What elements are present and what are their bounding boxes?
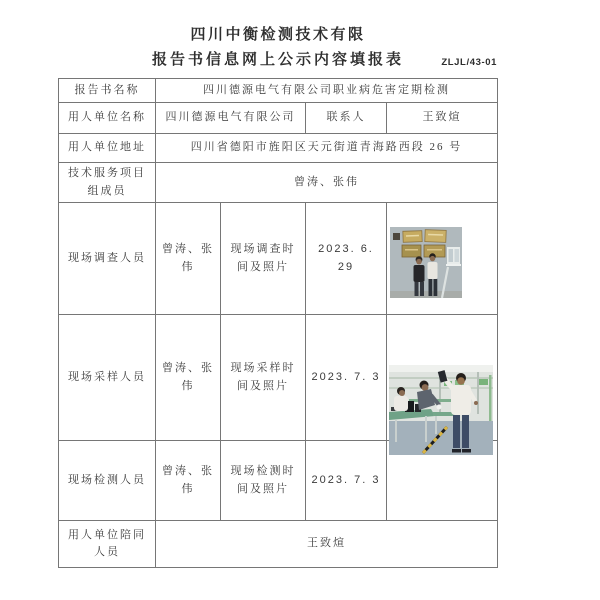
escort-value-cell: 王致煊 (156, 521, 498, 568)
employer-name-value-cell: 四川德源电气有限公司 (156, 103, 306, 134)
report-name-value-cell: 四川德源电气有限公司职业病危害定期检测 (156, 79, 498, 103)
survey-time-label-cell: 现场调查时间及照片 (221, 203, 306, 315)
site-sampling-photo (389, 365, 493, 455)
document-code: ZLJL/43-01 (441, 57, 497, 68)
sampling-date-cell: 2023. 7. 3 (306, 315, 387, 441)
testing-label-cell: 现场检测人员 (59, 441, 156, 521)
sampling-staff-cell: 曾涛、张伟 (156, 315, 221, 441)
page-title-line1: 四川中衡检测技术有限 (190, 26, 366, 43)
testing-date-cell: 2023. 7. 3 (306, 441, 387, 521)
site-sampling-photo-illustration (389, 365, 493, 455)
site-survey-photo (390, 227, 462, 298)
employer-name-label-cell: 用人单位名称 (59, 103, 156, 134)
report-info-table (58, 78, 498, 568)
contact-value-cell: 王致煊 (387, 103, 498, 134)
employer-address-label-cell: 用人单位地址 (59, 134, 156, 163)
project-team-label-cell: 技术服务项目组成员 (59, 163, 156, 203)
site-survey-photo-illustration (390, 227, 462, 298)
project-team-value-cell: 曾涛、张伟 (156, 163, 498, 203)
sampling-label-cell: 现场采样人员 (59, 315, 156, 441)
employer-address-value-cell: 四川省德阳市旌阳区天元街道青海路西段 26 号 (156, 134, 498, 163)
survey-date-cell: 2023. 6. 29 (306, 203, 387, 315)
contact-label-cell: 联系人 (306, 103, 387, 134)
escort-label-cell: 用人单位陪同人员 (59, 521, 156, 568)
testing-staff-cell: 曾涛、张伟 (156, 441, 221, 521)
page-title-line2: 报告书信息网上公示内容填报表 (151, 51, 404, 68)
sampling-time-label-cell: 现场采样时间及照片 (221, 315, 306, 441)
survey-label-cell: 现场调查人员 (59, 203, 156, 315)
survey-staff-cell: 曾涛、张伟 (156, 203, 221, 315)
testing-time-label-cell: 现场检测时间及照片 (221, 441, 306, 521)
report-name-label-cell: 报告书名称 (59, 79, 156, 103)
